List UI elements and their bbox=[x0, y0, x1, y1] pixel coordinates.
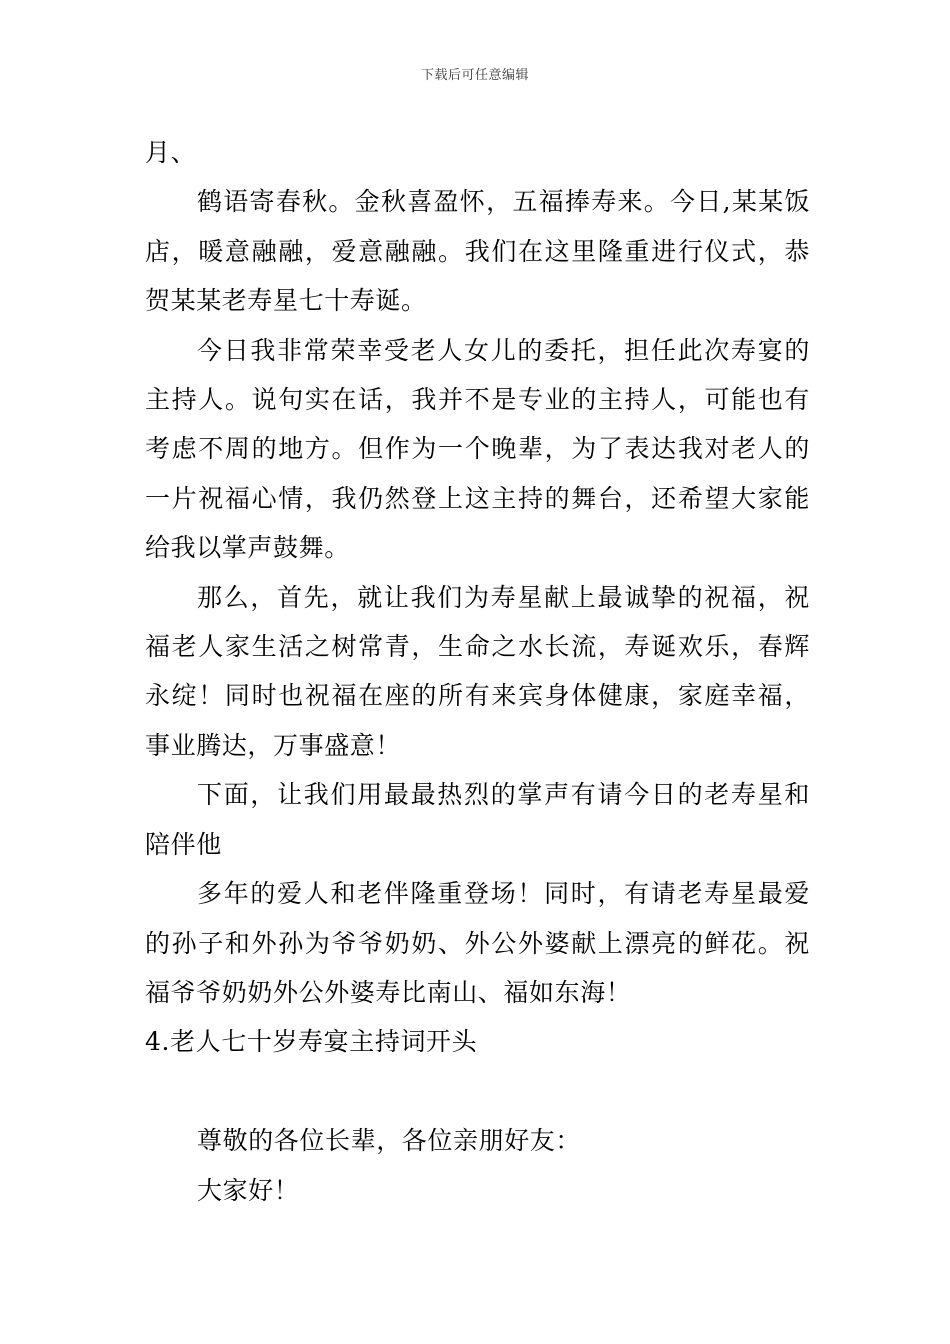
paragraph-salutation: 尊敬的各位长辈，各位亲朋好友： bbox=[197, 1126, 582, 1156]
paragraph-invitation-continued: 多年的爱人和老伴隆重登场！同时，有请老寿星最爱的孙子和外孙为爷爷奶奶、外公外婆献上漂亮的鲜花。祝福爷爷奶奶外公外婆寿比南山、福如东海！ bbox=[145, 879, 810, 1007]
paragraph-opening: 鹤语寄春秋。金秋喜盈怀，五福捧寿来。今日,某某饭店，暖意融融，爱意融融。我们在这里隆重进行仪式，恭贺某某老寿星七十寿诞。 bbox=[145, 187, 810, 316]
paragraph-host-introduction: 今日我非常荣幸受老人女儿的委托，担任此次寿宴的主持人。说句实在话，我并不是专业的主持人，可能也有考虑不周的地方。但作为一个晚辈，为了表达我对老人的一片祝福心情，我仍然登上这主持的舞台，还希望大家能给我以掌声鼓舞。 bbox=[145, 335, 810, 563]
paragraph-invitation: 下面，让我们用最最热烈的掌声有请今日的老寿星和陪伴他 bbox=[145, 780, 810, 859]
paragraph-greeting: 大家好！ bbox=[197, 1175, 300, 1205]
blank-line bbox=[145, 1067, 810, 1116]
paragraph-continuation: 月、 bbox=[145, 138, 197, 167]
section-heading: 4.老人七十岁寿宴主持词开头 bbox=[145, 1027, 478, 1057]
header-note: 下载后可任意编辑 bbox=[420, 68, 529, 83]
document-body bbox=[145, 128, 810, 1215]
paragraph-blessing: 那么，首先，就让我们为寿星献上最诚挚的祝福，祝福老人家生活之树常青，生命之水长流，寿诞欢乐，春辉永绽！同时也祝福在座的所有来宾身体健康，家庭幸福，事业腾达，万事盛意！ bbox=[145, 582, 810, 760]
